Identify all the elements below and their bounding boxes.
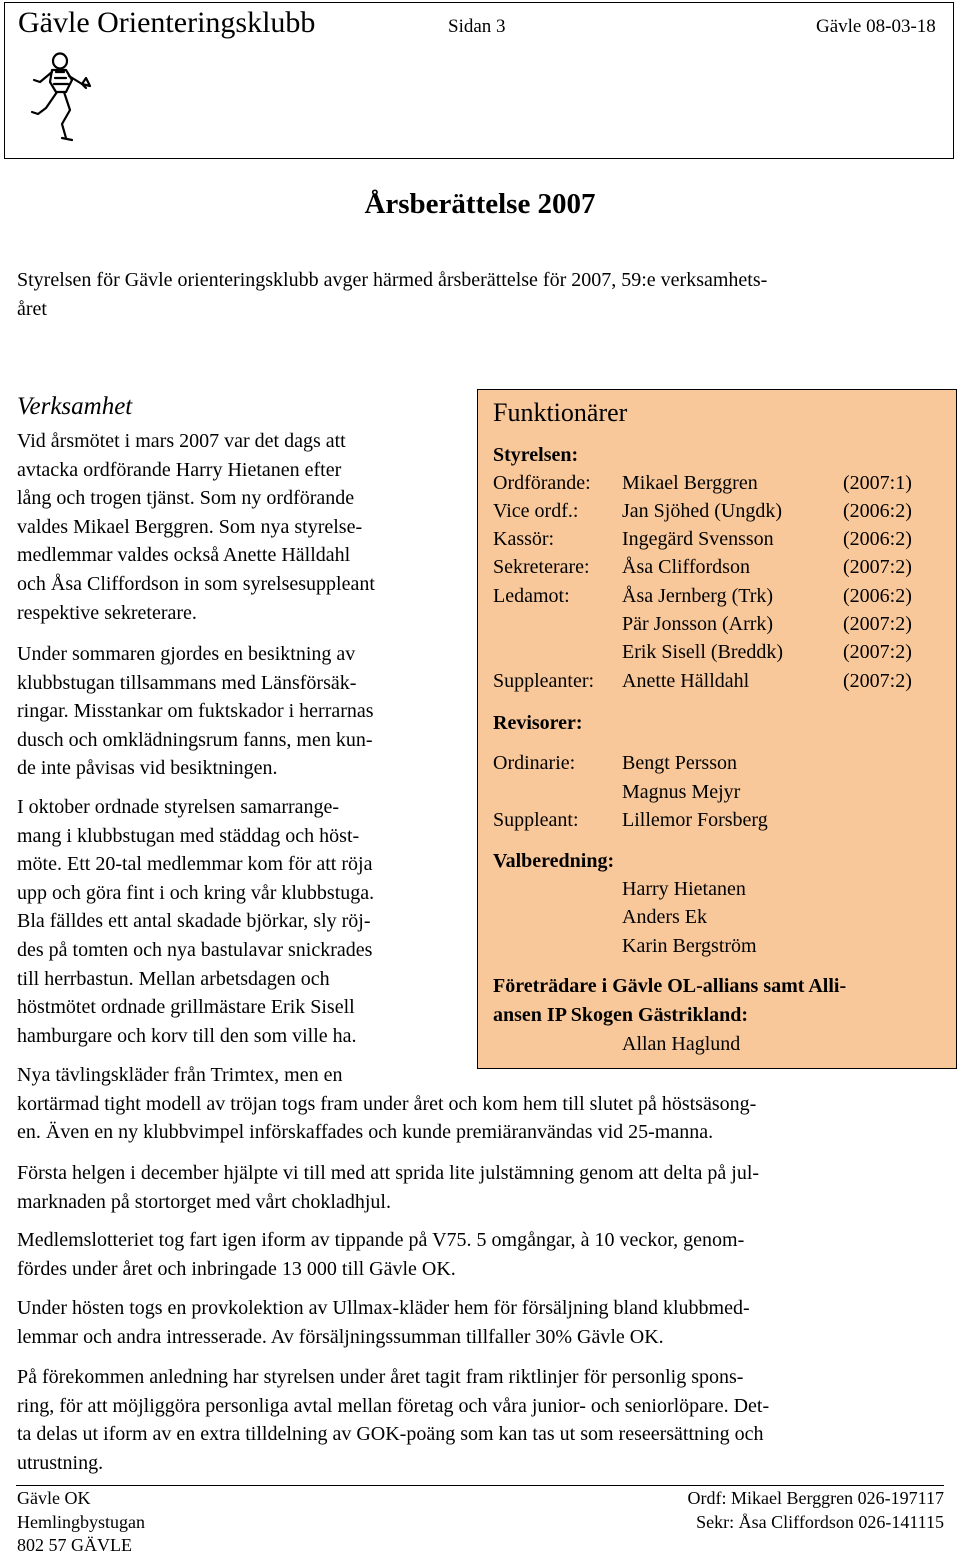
intro-line: Styrelsen för Gävle orienteringsklubb avger härmed årsberättelse för 2007, 59:e verksamhets- [17,269,768,291]
member-name: Åsa Jernberg (Trk) [622,585,774,607]
member-term: (2006:2) [843,585,912,607]
member-name: Bengt Persson [622,752,737,774]
text-line: fördes under året och inbringade 13 000 till Gävle OK. [17,1257,456,1280]
member-term: (2007:1) [843,472,912,494]
intro-paragraph [17,266,947,323]
member-term: (2007:2) [843,556,912,578]
member-name: Allan Haglund [622,1033,741,1055]
text-line: dusch och omklädningsrum fanns, men kun- [17,728,373,751]
text-line: kortärmad tight modell av tröjan togs fram under året och kom hem till slutet på höstsäsong- [17,1092,757,1115]
text-line: Under sommaren gjordes en besiktning av [17,643,356,665]
paragraph-5 [17,1159,952,1216]
member-name: Jan Sjöhed (Ungdk) [622,500,782,522]
text-line: marknaden på stortorget med vårt chokladhjul. [17,1190,391,1213]
footer-divider [16,1485,944,1486]
text-line: till herrbastun. Mellan arbetsdagen och [17,967,330,990]
role-label: Suppleanter: [493,670,595,692]
text-line: respektive sekreterare. [17,601,197,624]
runner-icon [26,52,92,144]
text-line: upp och göra fint i och kring vår klubbstuga. [17,881,375,904]
text-line: ringar. Misstankar om fuktskador i herrarnas [17,700,374,723]
member-name: Anders Ek [622,906,707,928]
text-line: ta delas ut iform av en extra tilldelning av GOK-poäng som kan tas ut som reseersättning och [17,1423,764,1446]
member-name: Karin Bergström [622,935,757,957]
paragraph-8 [17,1363,952,1477]
text-line: Nya tävlingskläder från Trimtex, men en [17,1064,343,1086]
footer-left-line: Gävle OK [17,1488,91,1508]
revisorer-heading: Revisorer: [493,712,583,734]
text-line: Bla fälldes ett antal skadade björkar, sly röj- [17,910,371,933]
text-line: de inte påvisas vid besiktningen. [17,757,278,780]
text-line: och Åsa Cliffordson in som syrelsesuppleant [17,572,375,595]
text-line: lemmar och andra intresserade. Av försäljningssumman tillfaller 30% Gävle OK. [17,1325,664,1348]
text-line: des på tomten och nya bastulavar snickrades [17,938,373,961]
role-label: Ordförande: [493,472,591,494]
role-label: Vice ordf.: [493,500,579,522]
role-label: Ledamot: [493,585,570,607]
header-place-date: Gävle 08-03-18 [816,16,936,37]
text-line: utrustning. [17,1451,104,1474]
text-line: medlemmar valdes också Anette Hälldahl [17,544,351,567]
member-name: Ingegärd Svensson [622,528,774,550]
role-label: Sekreterare: [493,556,590,578]
footer-right-line: Sekr: Åsa Cliffordson 026-141115 [696,1512,944,1532]
text-line: höstmötet ordnade grillmästare Erik Sisell [17,996,355,1019]
paragraph-4 [17,1061,952,1147]
text-line: en. Även en ny klubbvimpel införskaffades och kunde premiäranvändas vid 25-manna. [17,1121,714,1144]
footer-right-line: Ordf: Mikael Berggren 026-197117 [687,1488,944,1508]
text-line: Under hösten togs en provkolektion av Ullmax-kläder hem för försäljning bland klubbmed- [17,1297,750,1319]
funktionarer-box [477,389,957,1069]
text-line: lång och trogen tjänst. Som ny ordförande [17,487,355,510]
valberedning-heading: Valberedning: [493,850,615,872]
role-label: Ordinarie: [493,752,576,774]
styrelsen-heading: Styrelsen: [493,444,579,466]
paragraph-6 [17,1226,952,1283]
member-name: Lillemor Forsberg [622,809,768,831]
intro-line: året [17,297,47,320]
member-name: Åsa Cliffordson [622,556,750,578]
member-name: Pär Jonsson (Arrk) [622,613,774,635]
text-line: Medlemslotteriet tog fart igen iform av tippande på V75. 5 omgångar, à 10 veckor, genom- [17,1229,745,1251]
document-title: Årsberättelse 2007 [364,188,596,220]
text-line: möte. Ett 20-tal medlemmar kom för att röja [17,853,373,876]
paragraph-7 [17,1294,952,1351]
text-line: hamburgare och korv till den som ville ha. [17,1024,357,1047]
text-line: På förekommen anledning har styrelsen under året tagit fram riktlinjer för personlig spons- [17,1366,744,1388]
member-term: (2007:2) [843,613,912,635]
text-line: ring, för att möjliggöra personliga avtal mellan företag och våra junior- och seniorlöpare. Det- [17,1394,770,1417]
text-line: klubbstugan tillsammans med Länsförsäk- [17,671,357,694]
box-title: Funktionärer [493,398,628,427]
page-number: Sidan 3 [448,16,506,37]
text-line: Första helgen i december hjälpte vi till med att sprida lite julstämning genom att delta på jul- [17,1162,760,1184]
member-term: (2007:2) [843,641,912,663]
member-name: Harry Hietanen [622,878,746,900]
member-name: Magnus Mejyr [622,781,741,803]
member-name: Anette Hälldahl [622,670,750,692]
member-name: Mikael Berggren [622,472,758,494]
text-line: avtacka ordförande Harry Hietanen efter [17,458,342,481]
section-heading-verksamhet: Verksamhet [17,393,133,420]
role-label: Suppleant: [493,809,579,831]
text-line: Vid årsmötet i mars 2007 var det dags att [17,430,346,452]
footer-left-line: Hemlingbystugan [17,1512,145,1532]
member-term: (2006:2) [843,528,912,550]
paragraph-3 [17,793,477,1050]
member-name: Erik Sisell (Breddk) [622,641,784,663]
text-line: I oktober ordnade styrelsen samarrange- [17,796,340,818]
role-label: Kassör: [493,528,555,550]
member-term: (2006:2) [843,500,912,522]
club-name: Gävle Orienteringsklubb [18,6,316,39]
paragraph-1 [17,427,477,627]
member-term: (2007:2) [843,670,912,692]
foretradare-heading: ansen IP Skogen Gästrikland: [493,1004,749,1026]
foretradare-heading: Företrädare i Gävle OL-allians samt Alli- [493,975,847,997]
text-line: valdes Mikael Berggren. Som nya styrelse- [17,515,363,538]
footer-left-line: 802 57 GÄVLE [17,1535,132,1555]
text-line: mang i klubbstugan med städdag och höst- [17,824,360,847]
paragraph-2 [17,640,477,783]
